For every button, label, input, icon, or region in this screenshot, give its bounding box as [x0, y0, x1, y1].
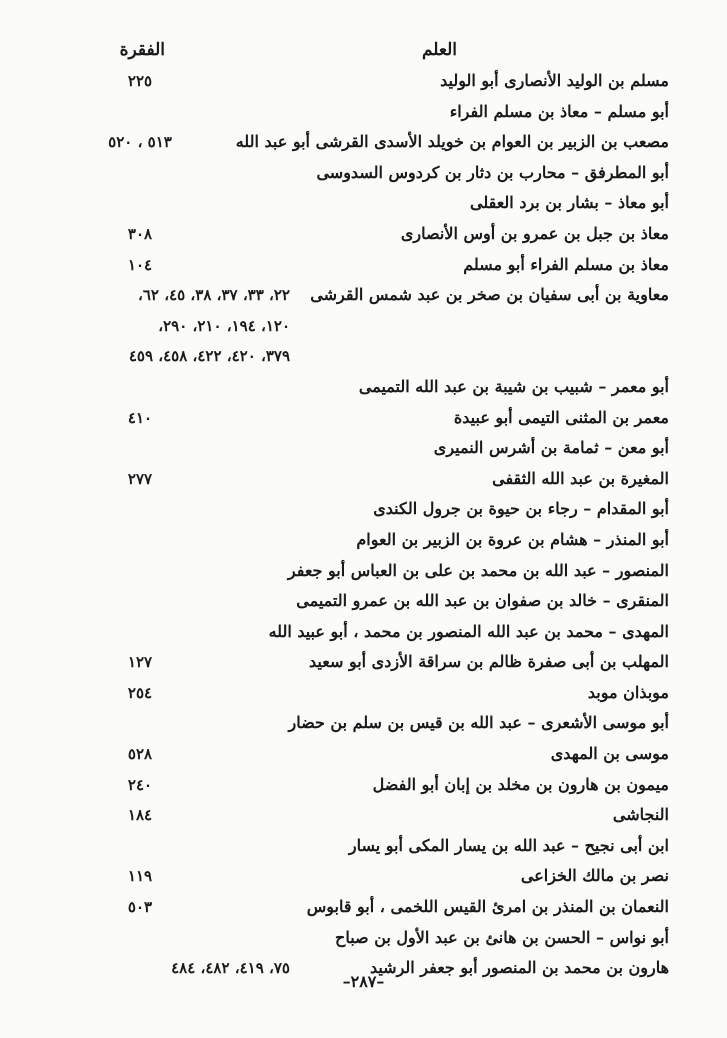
entry-name: ميمون بن هارون بن مخلد بن إبان أبو الفضل: [372, 774, 669, 794]
entry-paragraphs: ١١٩: [127, 867, 153, 886]
entry-name: أبو المطرفق – محارب بن دثار بن كردوس السدوسى: [316, 162, 669, 182]
entry-name: معاذ بن جبل بن عمرو بن أوس الأنصارى: [400, 223, 669, 243]
entry-paragraphs: ١٠٤: [127, 255, 153, 274]
entry-paragraphs: ٣٧٩، ٤٢٠، ٤٢٢، ٤٥٨، ٤٥٩: [128, 347, 290, 366]
entry-name: معاذ بن مسلم الفراء أبو مسلم: [463, 254, 669, 274]
entry-paragraphs: ٥٢٨: [127, 745, 153, 764]
entry-name: نصر بن مالك الخزاعى: [520, 866, 669, 886]
entry-name: ابن أبى نجيح – عبد الله بن يسار المكى أبو يسار: [348, 835, 669, 855]
index-entry-row: [0, 464, 727, 495]
entry-paragraphs: ٢٢، ٣٣، ٣٧، ٣٨، ٤٥، ٦٢،: [138, 286, 290, 305]
index-entry-row: [0, 647, 727, 678]
entry-name: أبو مسلم – معاذ بن مسلم الفراء: [449, 101, 669, 121]
entry-name: النجاشى: [612, 805, 669, 825]
index-entry-row: [0, 617, 727, 648]
entry-name: أبو المقدام – رجاء بن حيوة بن جرول الكندى: [373, 499, 669, 519]
entry-name: موسى بن المهدى: [550, 744, 669, 764]
entry-paragraphs: ٢٢٥: [127, 72, 153, 90]
index-entry-row: [0, 525, 727, 556]
entry-name: المهدى – محمد بن عبد الله المنصور بن محمد ، أبو عبيد الله: [268, 621, 669, 641]
entry-paragraphs: ١٢٧: [127, 653, 153, 672]
index-entry-row: [0, 311, 727, 342]
index-entry-row: [0, 341, 727, 372]
entry-name: أبو معاذ – بشار بن برد العقلى: [469, 193, 669, 213]
entry-name: أبو موسى الأشعرى – عبد الله بن قيس بن سلم بن حضار: [288, 713, 669, 733]
entry-name: أبو نواس – الحسن بن هانئ بن عبد الأول بن صباح: [335, 927, 669, 947]
index-entry-row: [0, 770, 727, 801]
index-entry-row: [0, 678, 727, 709]
entry-paragraphs: ١٢٠، ١٩٤، ٢١٠، ٢٩٠،: [158, 316, 290, 335]
index-entry-row: [0, 158, 727, 189]
entry-name: معمر بن المثنى التيمى أبو عبيدة: [453, 407, 669, 427]
entry-paragraphs: ٥٠٣: [127, 898, 153, 917]
page-number: –٢٨٧–: [342, 972, 385, 991]
entry-paragraphs: ٥١٣ ، ٥٢٠: [108, 133, 172, 152]
index-entry-row: [0, 739, 727, 770]
entry-name: المنقرى – خالد بن صفوان بن عبد الله بن عمرو التميمى: [296, 591, 669, 611]
index-entry-row: [0, 403, 727, 434]
header-paragraph-column: الفقرة: [119, 40, 165, 60]
index-entry-row: [0, 250, 727, 281]
header-name-column: العلم: [421, 40, 457, 60]
index-entry-row: [0, 372, 727, 403]
index-entry-row: [0, 188, 727, 219]
index-entry-row: [0, 861, 727, 892]
entry-paragraphs: ٣٠٨: [127, 224, 153, 243]
entry-name: أبو معن – ثمامة بن أشرس النميرى: [433, 438, 669, 458]
entry-paragraphs: ٢٧٧: [127, 469, 153, 488]
index-entry-row: [0, 923, 727, 954]
entry-name: أبو معمر – شبيب بن شيبة بن عبد الله التميمى: [358, 376, 669, 396]
index-entry-row: [0, 97, 727, 128]
index-entry-row: [0, 556, 727, 587]
index-entry-row: [0, 280, 727, 311]
entry-paragraphs: ٧٥، ٤١٩، ٤٨٢، ٤٨٤: [171, 959, 290, 978]
index-entry-row: [0, 219, 727, 250]
index-entry-row: [0, 708, 727, 739]
entry-name: معاوية بن أبى سفيان بن صخر بن عبد شمس القرشى: [310, 285, 669, 305]
entry-name: النعمان بن المنذر بن امرئ القيس اللخمى ، أبو قابوس: [306, 897, 669, 917]
index-entry-row: [0, 494, 727, 525]
entry-name: المنصور – عبد الله بن محمد بن على بن العباس أبو جعفر: [287, 560, 669, 580]
index-entry-row: [0, 433, 727, 464]
entry-paragraphs: ٤١٠: [127, 408, 153, 427]
index-entry-row: [0, 586, 727, 617]
entry-name: المهلب بن أبى صفرة ظالم بن سراقة الأزدى أبو سعيد: [309, 652, 669, 672]
entry-paragraphs: ٢٥٤: [127, 683, 153, 702]
entry-paragraphs: ٢٤٠: [127, 775, 153, 794]
entry-name: هارون بن محمد بن المنصور أبو جعفر الرشيد: [369, 958, 669, 978]
entry-name: موبذان موبد: [587, 682, 669, 702]
index-entry-row: [0, 127, 727, 158]
index-entries: [0, 66, 727, 984]
entry-paragraphs: ١٨٤: [127, 806, 153, 825]
index-entry-row: [0, 892, 727, 923]
entry-name: المغيرة بن عبد الله الثقفى: [492, 468, 669, 488]
entry-name: أبو المنذر – هشام بن عروة بن الزبير بن العوام: [356, 529, 669, 549]
entry-name: مصعب بن الزبير بن العوام بن خويلد الأسدى القرشى أبو عبد الله: [235, 132, 669, 152]
index-entry-row: [0, 66, 727, 97]
entry-name: مسلم بن الوليد الأنصارى أبو الوليد: [440, 71, 669, 90]
index-entry-row: [0, 831, 727, 862]
index-entry-row: [0, 800, 727, 831]
